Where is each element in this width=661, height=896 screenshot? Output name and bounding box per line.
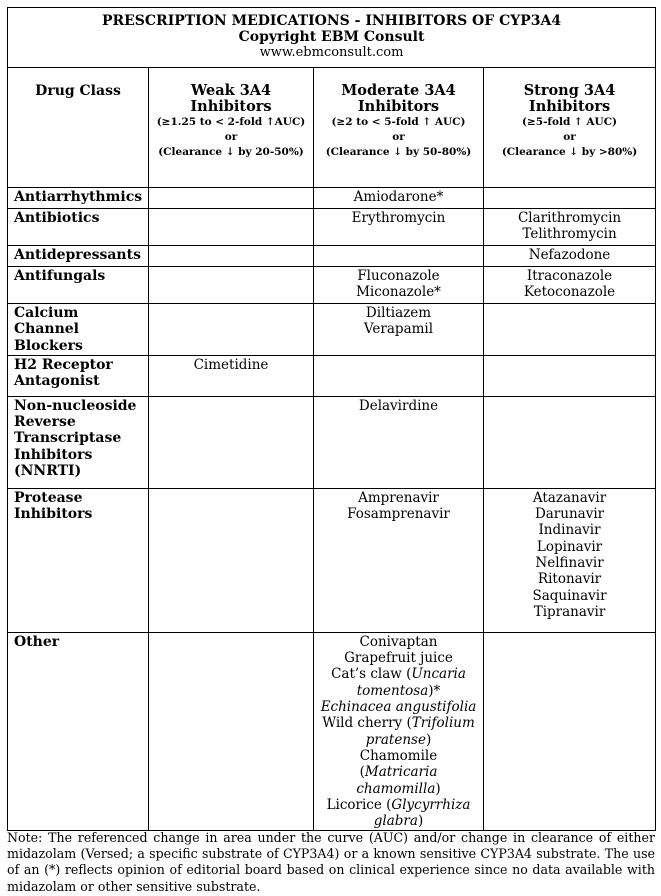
header-weak-sub1: (≥1.25 to < 2-fold ↑AUC) — [156, 116, 306, 128]
drug-class-cell: Antiarrhythmics — [8, 188, 149, 209]
header-moderate-title1: Moderate 3A4 — [341, 82, 456, 99]
drug-name: Nefazodone — [528, 247, 611, 263]
header-moderate — [314, 68, 484, 188]
header-drug-class: Drug Class — [8, 68, 149, 188]
strong-inhibitors-cell — [484, 632, 656, 831]
table-row — [8, 188, 656, 209]
drug-name: Atazanavir — [532, 489, 607, 506]
drug-class-cell: Protease Inhibitors — [8, 488, 149, 632]
drug-name: Cat’s claw (Uncaria tomentosa)* — [331, 666, 466, 699]
weak-inhibitors-cell — [149, 188, 314, 209]
weak-inhibitors-cell — [149, 246, 314, 267]
drug-class-cell: Calcium Channel Blockers — [8, 304, 149, 356]
drug-class-cell: Antifungals — [8, 267, 149, 304]
drug-name: Clarithromycin — [517, 210, 622, 226]
drug-name: Delavirdine — [358, 397, 439, 414]
header-moderate-title2: Inhibitors — [357, 98, 440, 115]
weak-inhibitors-cell — [149, 304, 314, 356]
drug-class-cell: Antidepressants — [8, 246, 149, 267]
moderate-inhibitors-cell — [314, 209, 484, 246]
header-moderate-sub1: (≥2 to < 5-fold ↑ AUC) — [331, 116, 466, 128]
drug-name: Amiodarone* — [353, 189, 444, 205]
strong-inhibitors-cell — [484, 246, 656, 267]
header-strong-or: or — [563, 131, 576, 143]
header-strong-sub1: (≥5-fold ↑ AUC) — [522, 116, 618, 128]
drug-name: Chamomile (Matricaria chamomilla) — [356, 747, 441, 797]
title-copyright: Copyright EBM Consult — [238, 29, 425, 45]
header-weak-title2: Inhibitors — [190, 98, 272, 115]
drug-name: Echinacea angustifolia — [320, 699, 477, 716]
drug-name: Tipranavir — [533, 603, 606, 620]
drug-class-cell: H2 Receptor Antagonist — [8, 355, 149, 396]
drug-name: Grapefruit juice — [344, 650, 453, 667]
table-row — [8, 304, 656, 356]
drug-name: Lopinavir — [536, 538, 603, 555]
drug-class-cell: Non-nucleoside Reverse Transcriptase Inhibitors (NNRTI) — [8, 396, 149, 488]
moderate-inhibitors-cell — [314, 488, 484, 632]
header-moderate-or: or — [392, 131, 405, 143]
weak-inhibitors-cell — [149, 209, 314, 246]
footnote: Note: The referenced change in area under the curve (AUC) and/or change in clearance of either midazolam (Versed; a specific substrate of CYP3A4) or a known sensitive CYP3A4 substrate. The use of an (*) reflects opinion of editorial board based on clinical experience since no data available with midazolam or other sensitive substrate. — [7, 830, 655, 894]
strong-inhibitors-cell — [484, 355, 656, 396]
drug-name: Miconazole* — [356, 284, 441, 301]
drug-name: Indinavir — [538, 522, 601, 539]
table-row — [8, 396, 656, 488]
drug-name: Itraconazole — [526, 268, 613, 284]
header-weak-sub2: (Clearance ↓ by 20-50%) — [158, 146, 304, 158]
drug-name: Licorice (Glycyrrhiza glabra) — [326, 796, 471, 830]
drug-name: Conivaptan — [359, 633, 438, 650]
weak-inhibitors-cell — [149, 267, 314, 304]
table-row — [8, 209, 656, 246]
header-strong — [484, 68, 656, 188]
weak-inhibitors-cell — [149, 355, 314, 396]
strong-inhibitors-cell — [484, 267, 656, 304]
drug-name: Verapamil — [363, 321, 434, 338]
drug-name: Nelfinavir — [535, 555, 604, 572]
strong-inhibitors-cell — [484, 188, 656, 209]
moderate-inhibitors-cell — [314, 267, 484, 304]
drug-name: Amprenavir — [358, 489, 439, 506]
drug-name: Fosamprenavir — [347, 506, 450, 523]
drug-name: Darunavir — [534, 506, 605, 523]
header-moderate-sub2: (Clearance ↓ by 50-80%) — [325, 146, 472, 158]
weak-inhibitors-cell — [149, 488, 314, 632]
header-strong-title2: Inhibitors — [528, 98, 611, 115]
table-row — [8, 246, 656, 267]
table-row — [8, 267, 656, 304]
drug-name: Cimetidine — [193, 356, 269, 373]
header-weak-or: or — [224, 131, 238, 143]
drug-class-cell: Other — [8, 632, 149, 831]
title-website: www.ebmconsult.com — [259, 45, 404, 60]
strong-inhibitors-cell — [484, 488, 656, 632]
header-weak — [149, 68, 314, 188]
drug-name: Ritonavir — [537, 571, 602, 588]
strong-inhibitors-cell — [484, 209, 656, 246]
moderate-inhibitors-cell — [314, 246, 484, 267]
moderate-inhibitors-cell — [314, 632, 484, 831]
strong-inhibitors-cell — [484, 304, 656, 356]
weak-inhibitors-cell — [149, 396, 314, 488]
moderate-inhibitors-cell — [314, 396, 484, 488]
title-main: PRESCRIPTION MEDICATIONS - INHIBITORS OF CYP3A4 — [101, 13, 562, 29]
table-row — [8, 355, 656, 396]
drug-name: Erythromycin — [351, 210, 446, 226]
drug-name: Wild cherry (Trifolium pratense) — [322, 715, 475, 748]
header-strong-title1: Strong 3A4 — [523, 82, 616, 99]
drug-name: Diltiazem — [365, 305, 432, 321]
weak-inhibitors-cell — [149, 632, 314, 831]
moderate-inhibitors-cell — [314, 188, 484, 209]
header-row — [8, 68, 656, 188]
table-body — [8, 188, 656, 831]
table-row — [8, 632, 656, 831]
table-title — [8, 8, 656, 68]
moderate-inhibitors-cell — [314, 355, 484, 396]
drug-name: Ketoconazole — [523, 284, 616, 301]
inhibitor-table — [7, 7, 656, 831]
drug-name: Saquinavir — [532, 587, 607, 604]
document-page — [7, 7, 655, 831]
strong-inhibitors-cell — [484, 396, 656, 488]
drug-name: Telithromycin — [522, 226, 617, 243]
table-row — [8, 488, 656, 632]
header-strong-sub2: (Clearance ↓ by >80%) — [501, 146, 638, 158]
moderate-inhibitors-cell — [314, 304, 484, 356]
drug-name: Fluconazole — [357, 268, 440, 284]
drug-class-cell: Antibiotics — [8, 209, 149, 246]
header-weak-title1: Weak 3A4 — [190, 82, 272, 99]
